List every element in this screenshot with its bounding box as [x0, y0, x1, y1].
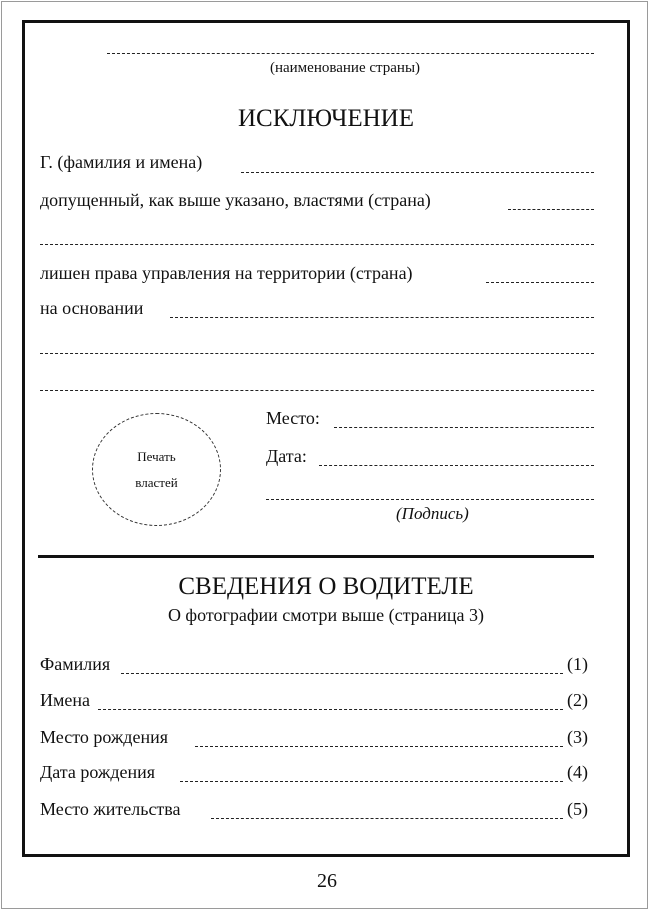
- driver-info-subtitle: О фотографии смотри выше (страница 3): [167, 605, 485, 625]
- names-field-line: [98, 709, 563, 710]
- exclusion-title: ИСКЛЮЧЕНИЕ: [237, 105, 414, 132]
- deprived-line: [486, 282, 594, 283]
- surname-label: Г. (фамилия и имена): [40, 152, 203, 172]
- seal-label-line1: Печать: [137, 448, 176, 464]
- section-separator: [38, 555, 594, 558]
- surname-field-line: [121, 673, 563, 674]
- birthdate-field-line: [180, 781, 563, 782]
- country-name-line: [107, 53, 594, 54]
- surname-field-number: (1): [567, 654, 588, 674]
- residence-field-line: [211, 818, 563, 819]
- basis-line-2: [40, 353, 594, 354]
- admitted-label: допущенный, как выше указано, властями (страна): [40, 190, 431, 210]
- birthplace-field-number: (3): [567, 727, 588, 747]
- birthdate-field-number: (4): [567, 762, 588, 782]
- country-name-caption: (наименование страны): [269, 60, 421, 76]
- names-field-label: Имена: [40, 690, 91, 710]
- surname-field-label: Фамилия: [40, 654, 111, 674]
- page-number: 26: [317, 870, 337, 892]
- basis-line-3: [40, 390, 594, 391]
- birthplace-field-line: [195, 746, 563, 747]
- surname-line: [241, 172, 594, 173]
- admitted-line-continued: [40, 244, 594, 245]
- signature-caption: (Подпись): [396, 504, 469, 523]
- names-field-number: (2): [567, 690, 588, 710]
- deprived-label: лишен права управления на территории (страна): [40, 263, 413, 283]
- authority-seal-placeholder: [92, 413, 221, 526]
- admitted-line: [508, 209, 594, 210]
- driver-info-title: СВЕДЕНИЯ О ВОДИТЕЛЕ: [178, 573, 474, 600]
- basis-line: [170, 317, 594, 318]
- birthplace-field-label: Место рождения: [40, 727, 169, 747]
- seal-label-line2: властей: [135, 474, 178, 490]
- place-label: Место:: [266, 408, 320, 428]
- date-label: Дата:: [266, 446, 307, 466]
- place-line: [334, 427, 594, 428]
- residence-field-label: Место жительства: [40, 799, 181, 819]
- basis-label: на основании: [40, 298, 144, 318]
- birthdate-field-label: Дата рождения: [40, 762, 156, 782]
- signature-line: [266, 499, 594, 500]
- residence-field-number: (5): [567, 799, 588, 819]
- date-line: [319, 465, 594, 466]
